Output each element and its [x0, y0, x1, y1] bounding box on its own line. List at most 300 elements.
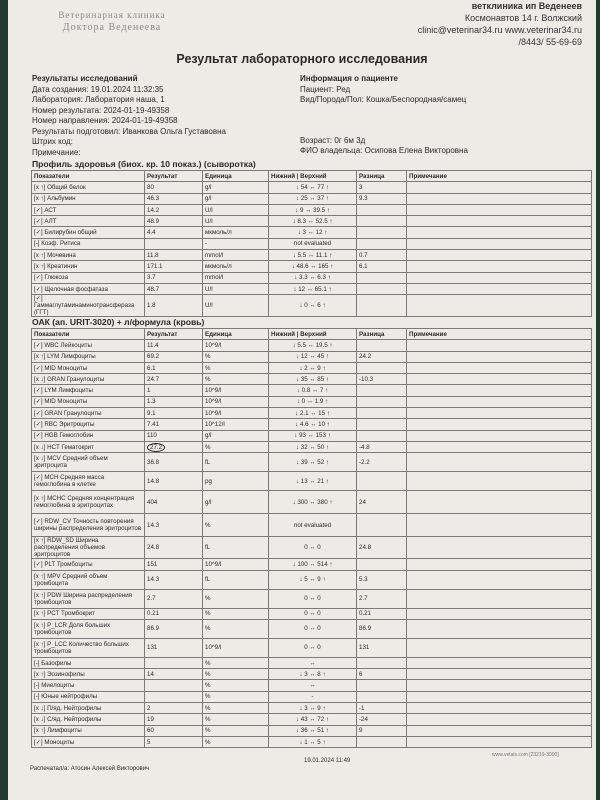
- table-row: [32, 725, 592, 736]
- cell-note: [407, 340, 592, 351]
- cell-result: 14.8: [145, 472, 203, 491]
- patient-info: [300, 74, 468, 157]
- biochem-table: [31, 170, 592, 317]
- cell-range: 0 ↔ 0: [269, 638, 357, 657]
- cell-range: ↓ 39 ↔ 52 ↑: [269, 453, 357, 472]
- cell-note: [407, 238, 592, 249]
- cell-diff: [357, 283, 407, 294]
- table-row: [32, 283, 592, 294]
- cell-diff: 3: [357, 182, 407, 193]
- cell-note: [407, 453, 592, 472]
- cell-result: 404: [145, 491, 203, 514]
- cell-result: 0.21: [145, 608, 203, 619]
- cell-diff: [357, 472, 407, 491]
- cell-note: [407, 608, 592, 619]
- cell-range: ↓ 0.8 ↔ 7 ↑: [269, 385, 357, 396]
- cell-unit: 10^9/l: [203, 385, 269, 396]
- cell-indicator: [-] Базофилы: [32, 657, 145, 668]
- cell-indicator: [✓] PLT Тромбоциты: [32, 559, 145, 570]
- cell-range: ↓ 3 ↔ 12 ↑: [269, 227, 357, 238]
- table-row: [32, 669, 592, 680]
- results-info: [32, 74, 226, 158]
- cell-diff: [357, 736, 407, 747]
- cell-diff: -2.2: [357, 453, 407, 472]
- cell-note: [407, 193, 592, 204]
- cell-indicator: [x ↑] RDW_SD Ширина распределения объемов эритроцитов: [32, 537, 145, 559]
- cell-diff: [357, 559, 407, 570]
- clinic-address: Космонавтов 14 г. Волжский: [464, 13, 582, 23]
- table-row: [32, 570, 592, 589]
- cell-note: [407, 261, 592, 272]
- table-row: [32, 182, 592, 193]
- table-row: [32, 227, 592, 238]
- table-row: [32, 638, 592, 657]
- cell-note: [407, 589, 592, 608]
- cell-note: [407, 714, 592, 725]
- cell-unit: %: [203, 589, 269, 608]
- table-row: [32, 736, 592, 747]
- cell-diff: [357, 657, 407, 668]
- table-row: [32, 514, 592, 537]
- column-header: Единица: [203, 329, 269, 340]
- cell-unit: 10^9/l: [203, 408, 269, 419]
- cell-range: ↓ 4.6 ↔ 10 ↑: [269, 419, 357, 430]
- cell-diff: 24.8: [357, 537, 407, 559]
- cell-result: 110: [145, 430, 203, 441]
- cell-unit: %: [203, 680, 269, 691]
- table-row: [32, 589, 592, 608]
- table-row: [32, 472, 592, 491]
- cell-diff: 0.21: [357, 608, 407, 619]
- section-title-cbc: ОАК (ап. URIT-3020) + л/формула (кровь): [32, 317, 205, 327]
- cell-note: [407, 736, 592, 747]
- cell-diff: 6.1: [357, 261, 407, 272]
- table-row: [32, 362, 592, 373]
- cell-unit: fL: [203, 570, 269, 589]
- cell-result: 24.7: [145, 374, 203, 385]
- column-header: Нижний | Верхний: [269, 171, 357, 182]
- cell-diff: 9.3: [357, 193, 407, 204]
- cell-unit: 10^9/l: [203, 559, 269, 570]
- cell-range: ↓ 12 ↔ 65.1 ↑: [269, 283, 357, 294]
- created-date: Дата создания: 19.01.2024 11:32:35: [32, 84, 164, 94]
- cell-result: 48.7: [145, 283, 203, 294]
- cell-diff: [357, 408, 407, 419]
- cell-note: [407, 537, 592, 559]
- table-row: [32, 619, 592, 638]
- cell-diff: [357, 204, 407, 215]
- cell-result: 11.4: [145, 340, 203, 351]
- cell-unit: мкмоль/л: [203, 261, 269, 272]
- table-row: [32, 559, 592, 570]
- cell-range: ↓ 5 ↔ 9 ↑: [269, 570, 357, 589]
- cell-indicator: [x ↑] MCHC Средняя концентрация гемоглобина в эритроцитах: [32, 491, 145, 514]
- cell-note: [407, 216, 592, 227]
- table-row: [32, 261, 592, 272]
- cell-unit: %: [203, 619, 269, 638]
- cell-indicator: [✓] WBC Лейкоциты: [32, 340, 145, 351]
- cell-diff: [357, 227, 407, 238]
- cell-range: 0 ↔ 0: [269, 537, 357, 559]
- cell-range: ↓ 93 ↔ 153 ↑: [269, 430, 357, 441]
- cell-unit: g/l: [203, 193, 269, 204]
- cell-result: 14.2: [145, 204, 203, 215]
- cell-unit: U/l: [203, 216, 269, 227]
- cell-result: 36.8: [145, 453, 203, 472]
- logo-line2: Доктора Веденеева: [62, 22, 162, 33]
- table-row: [32, 238, 592, 249]
- cell-unit: %: [203, 351, 269, 362]
- cell-result: 1.8: [145, 295, 203, 317]
- cell-range: ↓ 43 ↔ 72 ↑: [269, 714, 357, 725]
- patient-age: Возраст: 0г 6м 3д: [300, 135, 366, 145]
- column-header: Примечание: [407, 171, 592, 182]
- cell-unit: %: [203, 691, 269, 702]
- cell-range: ↓ 5.5 ↔ 11.1 ↑: [269, 250, 357, 261]
- table-row: [32, 453, 592, 472]
- cell-note: [407, 227, 592, 238]
- cell-diff: [357, 340, 407, 351]
- table-row: [32, 657, 592, 668]
- table-header-row: [32, 171, 592, 182]
- clinic-name: ветклиника ип Веденеев: [471, 1, 582, 11]
- cell-indicator: [x ↑] Альбумин: [32, 193, 145, 204]
- cell-result: 171.1: [145, 261, 203, 272]
- cell-note: [407, 441, 592, 452]
- cell-result: [145, 680, 203, 691]
- logo-line1: Ветеринарная клиника: [58, 10, 166, 20]
- cell-indicator: [✓] MID Моноциты: [32, 396, 145, 407]
- cell-unit: %: [203, 736, 269, 747]
- cell-unit: %: [203, 608, 269, 619]
- cell-range: ↓ 48.6 ↔ 165 ↑: [269, 261, 357, 272]
- cell-result: 14.3: [145, 570, 203, 589]
- print-date: 19.01.2024 11:49: [304, 758, 351, 764]
- cell-range: ↓ 12 ↔ 45 ↑: [269, 351, 357, 362]
- cell-diff: -24: [357, 714, 407, 725]
- cell-diff: [357, 238, 407, 249]
- cell-note: [407, 374, 592, 385]
- cell-unit: %: [203, 725, 269, 736]
- cbc-table: [31, 328, 592, 748]
- column-header: Единица: [203, 171, 269, 182]
- cell-note: [407, 419, 592, 430]
- cell-result: 14.3: [145, 514, 203, 537]
- section-title-biochem: Профиль здоровья (биох. кр. 10 показ.) (сыворотка): [32, 159, 256, 169]
- cell-indicator: [✓] HGB Гемоглобин: [32, 430, 145, 441]
- circled-value: 27.2: [147, 443, 165, 452]
- cell-note: [407, 559, 592, 570]
- table-row: [32, 351, 592, 362]
- cell-result: 60: [145, 725, 203, 736]
- cell-unit: mmol/l: [203, 250, 269, 261]
- cell-indicator: [✓] RBC Эритроциты: [32, 419, 145, 430]
- cell-unit: mmol/l: [203, 272, 269, 283]
- table-row: [32, 419, 592, 430]
- cell-indicator: [✓] Моноциты: [32, 736, 145, 747]
- table-row: [32, 250, 592, 261]
- cell-diff: 2.7: [357, 589, 407, 608]
- cell-range: ↓ 0 ↔ 6 ↑: [269, 295, 357, 317]
- cell-indicator: [x ↑] Креатинин: [32, 261, 145, 272]
- cell-range: ↓ 25 ↔ 37 ↑: [269, 193, 357, 204]
- cell-diff: -1: [357, 703, 407, 714]
- column-header: Результат: [145, 171, 203, 182]
- cell-diff: 5.3: [357, 570, 407, 589]
- cell-note: [407, 657, 592, 668]
- referral-number: Номер направления: 2024-01-19-49358: [32, 116, 178, 125]
- cell-note: [407, 396, 592, 407]
- clinic-contacts: [418, 0, 582, 48]
- cell-diff: [357, 691, 407, 702]
- cell-note: [407, 250, 592, 261]
- cell-indicator: [✓] LYM Лимфоциты: [32, 385, 145, 396]
- patient-heading: Информация о пациенте: [300, 74, 399, 83]
- column-header: Нижний | Верхний: [269, 329, 357, 340]
- cell-range: ↓ 9 ↔ 39.5 ↑: [269, 204, 357, 215]
- cell-unit: 10^9/l: [203, 396, 269, 407]
- cell-unit: fL: [203, 537, 269, 559]
- barcode-label: Штрих код:: [32, 137, 73, 146]
- note-label: Примечание:: [32, 147, 81, 157]
- cell-indicator: [✓] Билирубин общий: [32, 227, 145, 238]
- table-row: [32, 691, 592, 702]
- table-row: [32, 193, 592, 204]
- cell-result: 46.3: [145, 193, 203, 204]
- cell-note: [407, 472, 592, 491]
- cell-result: [145, 657, 203, 668]
- cell-unit: U/l: [203, 204, 269, 215]
- cell-unit: %: [203, 703, 269, 714]
- cell-note: [407, 272, 592, 283]
- table-row: [32, 385, 592, 396]
- cell-result: 131: [145, 638, 203, 657]
- cell-result: [145, 691, 203, 702]
- cell-unit: U/l: [203, 295, 269, 317]
- cell-range: ↔: [269, 657, 357, 668]
- table-row: [32, 216, 592, 227]
- table-row: [32, 714, 592, 725]
- cell-result: 2.7: [145, 589, 203, 608]
- cell-result: 3.7: [145, 272, 203, 283]
- cell-unit: -: [203, 238, 269, 249]
- cell-unit: %: [203, 714, 269, 725]
- cell-indicator: [✓] RDW_CV Точность повторения ширины распределения эритроцитов: [32, 514, 145, 537]
- cell-diff: [357, 396, 407, 407]
- cell-indicator: [✓] АСТ: [32, 204, 145, 215]
- document-page: [8, 0, 596, 800]
- cell-indicator: [x ↑] P_LCC Количество больших тромбоцитов: [32, 638, 145, 657]
- cell-unit: 10^12/l: [203, 419, 269, 430]
- table-row: [32, 396, 592, 407]
- table-row: [32, 340, 592, 351]
- cell-indicator: [x ↑] MPV Средний объем тромбоцита: [32, 570, 145, 589]
- table-row: [32, 537, 592, 559]
- cell-indicator: [x ↓] MCV Средний объем эритроцита: [32, 453, 145, 472]
- cell-result: 1.3: [145, 396, 203, 407]
- cell-unit: %: [203, 514, 269, 537]
- cell-diff: [357, 680, 407, 691]
- cell-indicator: [-] Коэф. Ритиса: [32, 238, 145, 249]
- cell-result: 2: [145, 703, 203, 714]
- table-row: [32, 295, 592, 317]
- cell-indicator: [x ↑] P_LCR Доля больших тромбоцитов: [32, 619, 145, 638]
- cell-indicator: [x ↑] Мочевина: [32, 250, 145, 261]
- cell-indicator: [x ↑] Эозинофилы: [32, 669, 145, 680]
- cell-indicator: [x ↑] LYM Лимфоциты: [32, 351, 145, 362]
- cell-note: [407, 430, 592, 441]
- cell-note: [407, 491, 592, 514]
- result-number: Номер результата: 2024-01-19-49358: [32, 105, 170, 115]
- cell-result: 80: [145, 182, 203, 193]
- owner-name: ФИО владельца: Осипова Елена Викторовна: [300, 146, 468, 155]
- cell-result: 7.41: [145, 419, 203, 430]
- cell-range: -: [269, 691, 357, 702]
- cell-diff: 24: [357, 491, 407, 514]
- cell-result: 19: [145, 714, 203, 725]
- cell-indicator: [x ↑] PCT Тромбокрит: [32, 608, 145, 619]
- cell-range: ↓ 32 ↔ 50 ↑: [269, 441, 357, 452]
- cell-diff: 6: [357, 669, 407, 680]
- cell-unit: pg: [203, 472, 269, 491]
- column-header: Примечание: [407, 329, 592, 340]
- table-row: [32, 272, 592, 283]
- cell-range: ↓ 2 ↔ 9 ↑: [269, 362, 357, 373]
- cell-indicator: [✓] Гаммаглутаминаминотрансфераза (ГГТ): [32, 295, 145, 317]
- table-header-row: [32, 329, 592, 340]
- cell-result: 69.2: [145, 351, 203, 362]
- cell-diff: 0.7: [357, 250, 407, 261]
- cell-note: [407, 680, 592, 691]
- cell-range: ↔: [269, 680, 357, 691]
- cell-result: 14: [145, 669, 203, 680]
- cell-range: ↓ 300 ↔ 380 ↑: [269, 491, 357, 514]
- cell-diff: [357, 295, 407, 317]
- cell-diff: -10.3: [357, 374, 407, 385]
- cell-diff: [357, 430, 407, 441]
- cell-range: ↓ 35 ↔ 85 ↑: [269, 374, 357, 385]
- cell-unit: 10^9/l: [203, 638, 269, 657]
- table-row: [32, 374, 592, 385]
- cell-range: ↓ 0 ↔ 1.9 ↑: [269, 396, 357, 407]
- printed-by: Распечатал/а: Атосин Алексей Викторович: [30, 766, 150, 772]
- cell-indicator: [x ↓] HCT Гематокрит: [32, 441, 145, 452]
- cell-note: [407, 362, 592, 373]
- cell-diff: [357, 514, 407, 537]
- cell-indicator: [x ↑] Общий белок: [32, 182, 145, 193]
- column-header: Разница: [357, 329, 407, 340]
- cell-unit: мкмоль/л: [203, 227, 269, 238]
- table-row: [32, 441, 592, 452]
- cell-diff: [357, 362, 407, 373]
- cell-unit: 10^9/l: [203, 340, 269, 351]
- cell-result: 86.9: [145, 619, 203, 638]
- cell-range: ↓ 100 ↔ 514 ↑: [269, 559, 357, 570]
- cell-range: ↓ 3 ↔ 9 ↑: [269, 703, 357, 714]
- cell-range: ↓ 5.5 ↔ 19.5 ↑: [269, 340, 357, 351]
- cell-note: [407, 703, 592, 714]
- cell-result: 6.1: [145, 362, 203, 373]
- cell-note: [407, 691, 592, 702]
- cell-diff: [357, 216, 407, 227]
- cell-indicator: [x ↓] GRAN Гранулоциты: [32, 374, 145, 385]
- cell-range: ↓ 36 ↔ 51 ↑: [269, 725, 357, 736]
- table-row: [32, 204, 592, 215]
- cell-indicator: [✓] MCH Средняя масса гемоглобина в клетке: [32, 472, 145, 491]
- cell-note: [407, 283, 592, 294]
- column-header: Результат: [145, 329, 203, 340]
- cell-result: 24.8: [145, 537, 203, 559]
- cell-range: 0 ↔ 0: [269, 608, 357, 619]
- cell-range: 0 ↔ 0: [269, 619, 357, 638]
- cell-note: [407, 204, 592, 215]
- cell-result: 1: [145, 385, 203, 396]
- cell-range: not evaluated: [269, 238, 357, 249]
- column-header: Показатели: [32, 171, 145, 182]
- cell-indicator: [x ↓] С/яд. Нейтрофилы: [32, 714, 145, 725]
- cell-unit: %: [203, 374, 269, 385]
- cell-result: 9.1: [145, 408, 203, 419]
- cell-diff: 9: [357, 725, 407, 736]
- cell-unit: U/l: [203, 283, 269, 294]
- table-row: [32, 703, 592, 714]
- cell-range: ↓ 13 ↔ 21 ↑: [269, 472, 357, 491]
- column-header: Разница: [357, 171, 407, 182]
- patient-species: Вид/Порода/Пол: Кошка/Беспородная/самец: [300, 95, 467, 104]
- cell-note: [407, 570, 592, 589]
- cell-note: [407, 514, 592, 537]
- cell-indicator: [-] Юные нейтрофилы: [32, 691, 145, 702]
- cell-range: not evaluated: [269, 514, 357, 537]
- cell-result: [145, 441, 203, 452]
- cell-unit: g/l: [203, 491, 269, 514]
- cell-result: 48.9: [145, 216, 203, 227]
- cell-diff: [357, 272, 407, 283]
- cell-indicator: [x ↓] П/яд. Нейтрофилы: [32, 703, 145, 714]
- cell-result: 151: [145, 559, 203, 570]
- cell-diff: 24.2: [357, 351, 407, 362]
- vetais-site: www.vetais.com [23219-3900]: [492, 752, 559, 758]
- cell-note: [407, 638, 592, 657]
- cell-note: [407, 408, 592, 419]
- cell-note: [407, 725, 592, 736]
- patient-name: Пациент: Ред: [300, 84, 351, 94]
- cell-result: 4.4: [145, 227, 203, 238]
- table-row: [32, 491, 592, 514]
- table-row: [32, 408, 592, 419]
- cell-diff: [357, 419, 407, 430]
- cell-note: [407, 669, 592, 680]
- cell-range: ↓ 3 ↔ 8 ↑: [269, 669, 357, 680]
- clinic-web: clinic@veterinar34.ru www.veterinar34.ru: [417, 25, 582, 35]
- cell-indicator: [x ↑] Лимфоциты: [32, 725, 145, 736]
- cell-indicator: [✓] Щелочная фосфатаза: [32, 283, 145, 294]
- table-row: [32, 430, 592, 441]
- column-header: Показатели: [32, 329, 145, 340]
- cell-range: ↓ 8.3 ↔ 52.5 ↑: [269, 216, 357, 227]
- page-title: Результат лабораторного исследования: [176, 52, 428, 66]
- cell-range: ↓ 3.3 ↔ 6.3 ↑: [269, 272, 357, 283]
- cell-diff: [357, 385, 407, 396]
- cell-diff: 131: [357, 638, 407, 657]
- cell-indicator: [-] Миелоциты: [32, 680, 145, 691]
- cell-unit: g/l: [203, 182, 269, 193]
- clinic-phone: /8443/ 55-69-69: [518, 37, 582, 47]
- cell-note: [407, 182, 592, 193]
- cell-note: [407, 351, 592, 362]
- results-heading: Результаты исследований: [32, 74, 138, 83]
- cell-unit: fL: [203, 453, 269, 472]
